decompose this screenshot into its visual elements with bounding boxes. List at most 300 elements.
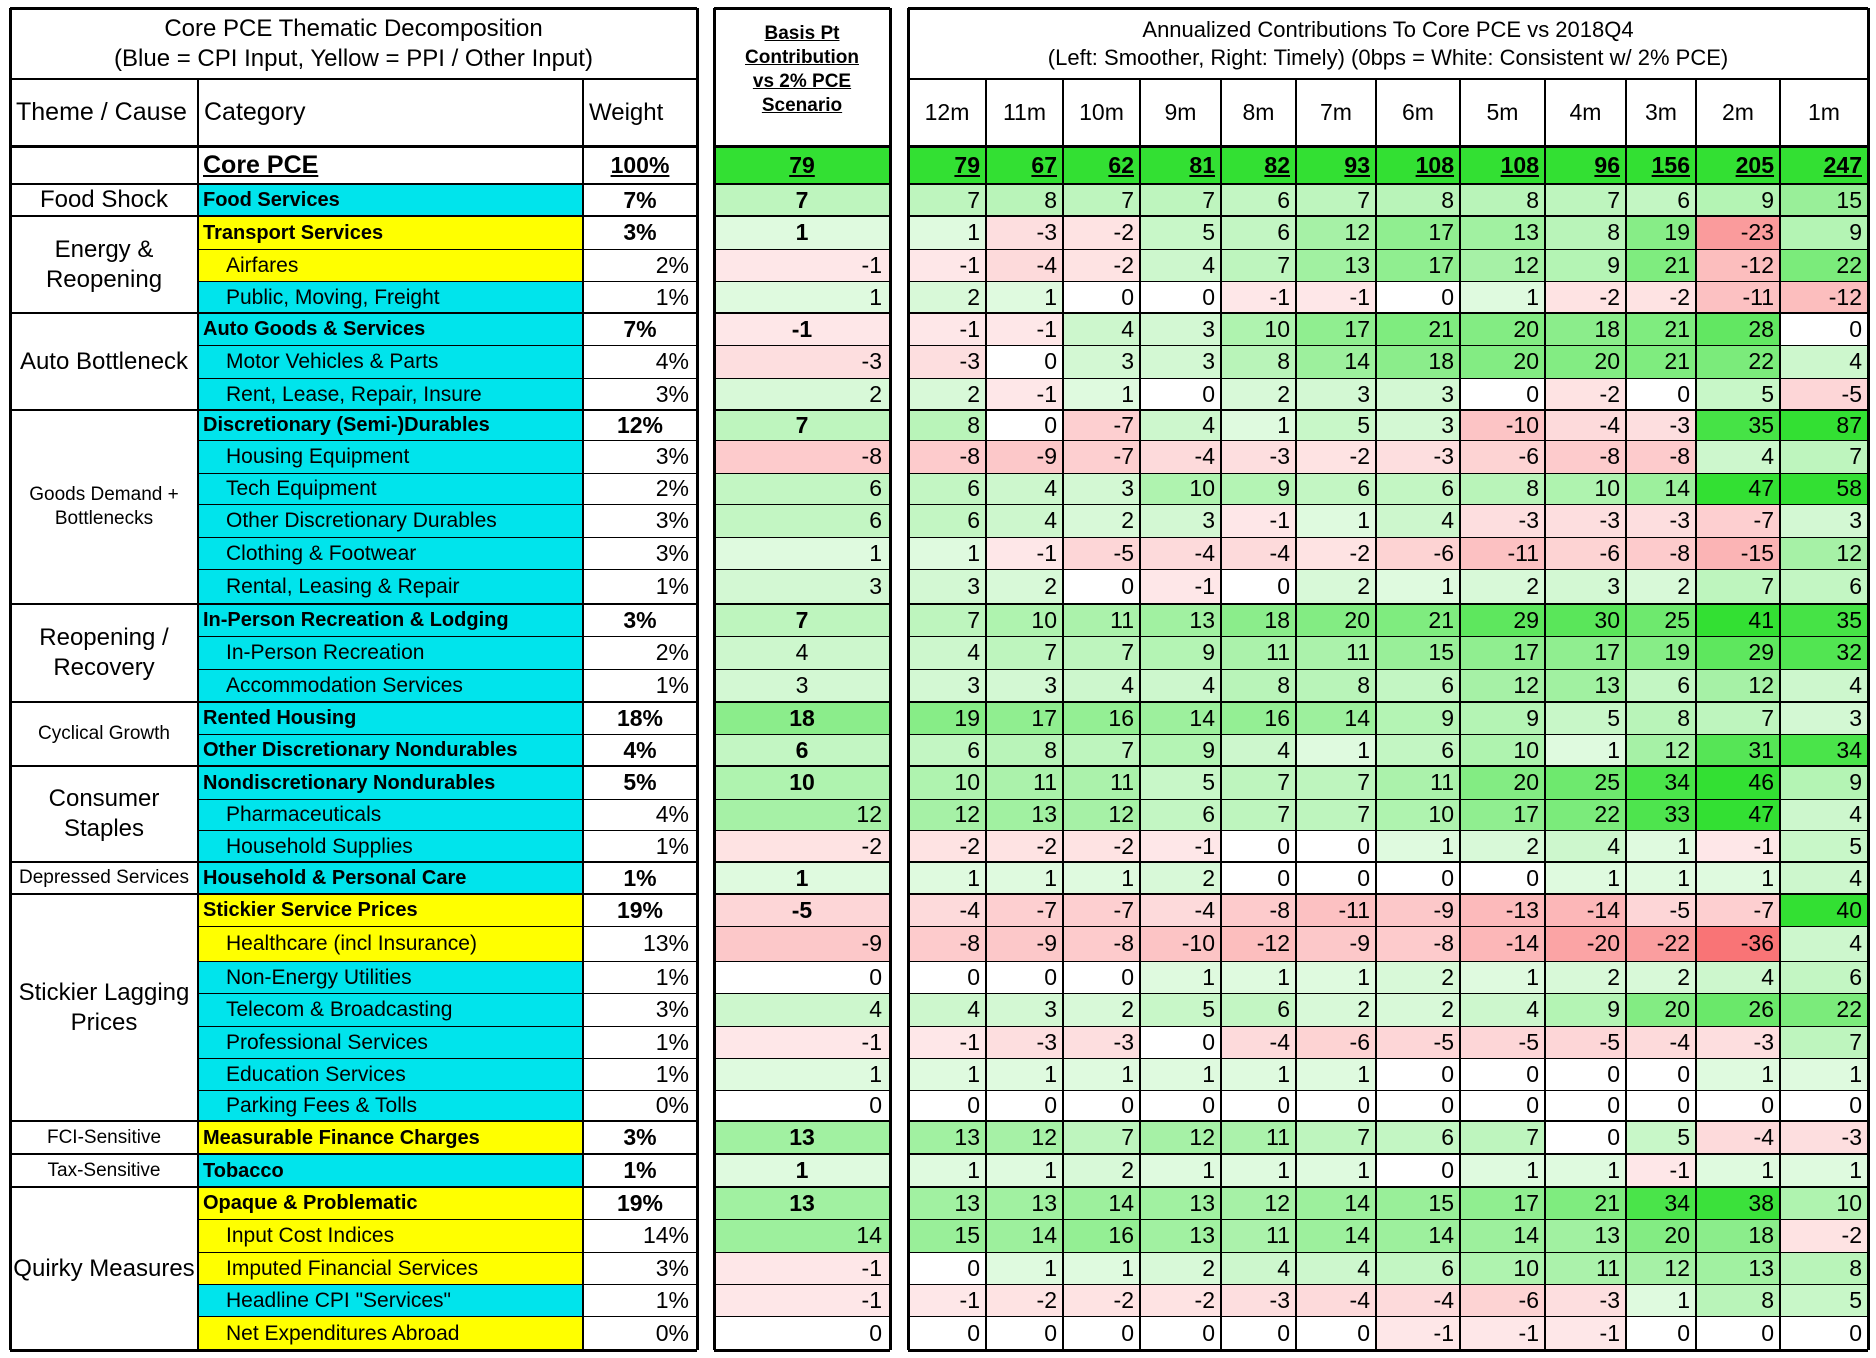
value-3m: 34 (1626, 1187, 1696, 1219)
value-1m: -5 (1780, 378, 1868, 410)
value-8m: 6 (1221, 216, 1296, 249)
grid-line (908, 765, 1868, 767)
value-8m: 6 (1221, 184, 1296, 216)
grid-line (198, 1284, 697, 1285)
value-7m: -4 (1296, 1284, 1376, 1316)
value-2m: 4 (1696, 961, 1780, 993)
value-8m: -3 (1221, 440, 1296, 473)
value-12m: -8 (908, 926, 986, 961)
value-11m: 13 (986, 799, 1063, 830)
value-4m: 0 (1545, 1121, 1626, 1154)
value-2m: 8 (1696, 1284, 1780, 1316)
category-in-person-recreation: In-Person Recreation (198, 636, 583, 669)
value-8m: 2 (1221, 378, 1296, 410)
value-1m: -12 (1780, 281, 1868, 313)
value-8m: 0 (1221, 862, 1296, 894)
grid-line (1695, 79, 1697, 1350)
grid-line (198, 993, 697, 994)
category-nondiscretionary-nondurables: Nondiscretionary Nondurables (198, 766, 583, 799)
value-1m: 3 (1780, 702, 1868, 734)
value-9m: 12 (1140, 1121, 1221, 1154)
grid-line (198, 378, 697, 379)
grid-line (908, 409, 1868, 411)
value-10m: 0 (1063, 569, 1140, 604)
value-12m: -1 (908, 1284, 986, 1316)
grid-line (198, 1153, 697, 1155)
value-9m: 6 (1140, 799, 1221, 830)
grid-line (198, 861, 697, 863)
value-8m: 11 (1221, 1219, 1296, 1252)
value-8m: 82 (1221, 146, 1296, 184)
value-3m: 0 (1626, 1316, 1696, 1350)
grid-line (714, 183, 890, 185)
value-2m: 9 (1696, 184, 1780, 216)
value-12m: 15 (908, 1219, 986, 1252)
value-3m: 12 (1626, 734, 1696, 766)
value-4m: -2 (1545, 281, 1626, 313)
value-10m: 7 (1063, 1121, 1140, 1154)
value-11m: 17 (986, 702, 1063, 734)
grid-line (198, 215, 697, 217)
value-9m: 81 (1140, 146, 1221, 184)
weight-value: 19% (616, 896, 664, 923)
basis-contribution: -1 (714, 1284, 890, 1316)
grid-line (908, 440, 1868, 441)
basis-contribution: 1 (714, 862, 890, 894)
value-2m: 46 (1696, 766, 1780, 799)
value-9m: 4 (1140, 410, 1221, 440)
basis-contribution: 10 (714, 766, 890, 799)
value-11m: 1 (986, 1252, 1063, 1284)
value-6m: -5 (1376, 1026, 1460, 1058)
value-9m: 0 (1140, 1316, 1221, 1350)
value-10m: 11 (1063, 604, 1140, 636)
value-2m: 35 (1696, 410, 1780, 440)
basis-contribution: -1 (714, 1026, 890, 1058)
value-11m: 3 (986, 669, 1063, 702)
grid-line (908, 183, 1868, 185)
value-9m: -4 (1140, 440, 1221, 473)
value-9m: 9 (1140, 734, 1221, 766)
value-10m: 4 (1063, 669, 1140, 702)
grid-line (714, 1284, 890, 1285)
category-rented-housing: Rented Housing (198, 702, 583, 734)
value-6m: 14 (1376, 1219, 1460, 1252)
grid-line (714, 961, 890, 962)
grid-line (908, 1058, 1868, 1059)
grid-line (908, 1316, 1868, 1317)
value-8m: 11 (1221, 636, 1296, 669)
value-8m: 0 (1221, 569, 1296, 604)
value-3m: -22 (1626, 926, 1696, 961)
grid-line (714, 1058, 890, 1059)
grid-line (10, 1120, 198, 1122)
grid-line (908, 636, 1868, 637)
weight-value: 12% (616, 411, 664, 438)
value-10m: -7 (1063, 410, 1140, 440)
weight-value: 1% (655, 963, 689, 990)
grid-line (1375, 79, 1377, 1350)
value-1m: 10 (1780, 1187, 1868, 1219)
value-12m: 7 (908, 604, 986, 636)
theme-label: Goods Demand + Bottlenecks (29, 484, 179, 529)
value-10m: -8 (1063, 926, 1140, 961)
basis-contribution: 18 (714, 702, 890, 734)
grid-line (198, 603, 697, 605)
value-1m: 58 (1780, 473, 1868, 504)
grid-line (714, 1090, 890, 1091)
value-8m: -4 (1221, 537, 1296, 569)
value-12m: 8 (908, 410, 986, 440)
value-11m: 4 (986, 504, 1063, 537)
theme-label: Tax-Sensitive (47, 1159, 161, 1181)
value-11m: 1 (986, 1058, 1063, 1090)
value-2m: 1 (1696, 1154, 1780, 1187)
value-6m: 0 (1376, 1090, 1460, 1121)
weight-value: 1% (655, 1286, 689, 1313)
value-4m: -5 (1545, 1026, 1626, 1058)
value-6m: 21 (1376, 313, 1460, 345)
grid-line (714, 537, 890, 538)
weight-value: 1% (655, 573, 689, 599)
basis-contribution: 12 (714, 799, 890, 830)
value-5m: -1 (1460, 1316, 1545, 1350)
grid-line (908, 830, 1868, 831)
basis-contribution: 1 (714, 1154, 890, 1187)
value-2m: -1 (1696, 830, 1780, 862)
grid-line (714, 926, 890, 927)
theme-label: Energy & Reopening (45, 235, 163, 293)
grid-line (908, 1349, 1868, 1352)
value-2m: 1 (1696, 862, 1780, 894)
value-12m: 0 (908, 1090, 986, 1121)
grid-line (908, 537, 1868, 538)
value-11m: 8 (986, 734, 1063, 766)
weight-value: 4% (623, 736, 657, 763)
basis-header-line3: vs 2% PCE (752, 71, 852, 92)
value-6m: 108 (1376, 146, 1460, 184)
value-5m: -11 (1460, 537, 1545, 569)
value-8m: 1 (1221, 410, 1296, 440)
value-12m: 10 (908, 766, 986, 799)
value-4m: 30 (1545, 604, 1626, 636)
grid-line (1295, 79, 1297, 1350)
weight-value: 1% (655, 1060, 689, 1087)
value-7m: 7 (1296, 1121, 1376, 1154)
weight-value: 3% (655, 539, 689, 566)
basis-contribution: 4 (714, 993, 890, 1026)
value-10m: 1 (1063, 378, 1140, 410)
value-12m: -3 (908, 345, 986, 378)
value-9m: 3 (1140, 313, 1221, 345)
value-11m: -4 (986, 249, 1063, 281)
value-3m: -8 (1626, 440, 1696, 473)
value-11m: 12 (986, 1121, 1063, 1154)
value-3m: 14 (1626, 473, 1696, 504)
basis-contribution: 1 (714, 281, 890, 313)
value-7m: 2 (1296, 569, 1376, 604)
period-header-4m: 4m (1569, 99, 1602, 125)
value-9m: -1 (1140, 569, 1221, 604)
value-2m: -3 (1696, 1026, 1780, 1058)
grid-line (714, 893, 890, 895)
value-4m: 4 (1545, 830, 1626, 862)
grid-line (908, 1219, 1868, 1220)
value-11m: 3 (986, 993, 1063, 1026)
value-4m: 13 (1545, 669, 1626, 702)
value-3m: 0 (1626, 1090, 1696, 1121)
value-6m: 2 (1376, 993, 1460, 1026)
value-11m: -3 (986, 216, 1063, 249)
value-3m: 19 (1626, 636, 1696, 669)
grid-line (714, 603, 890, 605)
grid-line (10, 78, 697, 80)
basis-contribution: 6 (714, 473, 890, 504)
value-5m: -10 (1460, 410, 1545, 440)
value-12m: -2 (908, 830, 986, 862)
value-12m: 13 (908, 1121, 986, 1154)
value-12m: 4 (908, 636, 986, 669)
value-9m: 1 (1140, 1154, 1221, 1187)
grid-line (714, 473, 890, 474)
value-1m: 0 (1780, 313, 1868, 345)
value-1m: 15 (1780, 184, 1868, 216)
value-6m: 1 (1376, 569, 1460, 604)
value-10m: -3 (1063, 1026, 1140, 1058)
value-9m: 5 (1140, 993, 1221, 1026)
grid-line (908, 734, 1868, 735)
category-accommodation-services: Accommodation Services (198, 669, 583, 702)
theme-label: Reopening / Recovery (39, 624, 169, 681)
period-header-7m: 7m (1320, 99, 1352, 125)
value-11m: -2 (986, 830, 1063, 862)
value-1m: 87 (1780, 410, 1868, 440)
value-3m: 2 (1626, 569, 1696, 604)
value-1m: 247 (1780, 146, 1868, 184)
grid-line (908, 281, 1868, 282)
value-12m: 0 (908, 1252, 986, 1284)
grid-line (10, 7, 697, 10)
grid-line (908, 893, 1868, 895)
basis-contribution: 13 (714, 1187, 890, 1219)
value-10m: -2 (1063, 216, 1140, 249)
grid-line (1625, 79, 1627, 1350)
grid-line (908, 78, 1868, 80)
value-3m: -3 (1626, 410, 1696, 440)
value-7m: 93 (1296, 146, 1376, 184)
grid-line (714, 830, 890, 831)
value-9m: 1 (1140, 961, 1221, 993)
grid-line (908, 215, 1868, 217)
value-10m: -2 (1063, 830, 1140, 862)
value-12m: -8 (908, 440, 986, 473)
value-12m: -4 (908, 894, 986, 926)
value-2m: 41 (1696, 604, 1780, 636)
grid-line (198, 701, 697, 703)
value-4m: 2 (1545, 961, 1626, 993)
value-7m: -2 (1296, 440, 1376, 473)
value-4m: -1 (1545, 1316, 1626, 1350)
value-12m: 1 (908, 1058, 986, 1090)
value-7m: -6 (1296, 1026, 1376, 1058)
value-11m: 8 (986, 184, 1063, 216)
value-10m: 4 (1063, 313, 1140, 345)
value-5m: 10 (1460, 1252, 1545, 1284)
category-non-energy-utilities: Non-Energy Utilities (198, 961, 583, 993)
value-5m: 1 (1460, 281, 1545, 313)
value-3m: 19 (1626, 216, 1696, 249)
basis-contribution: -9 (714, 926, 890, 961)
grid-line (908, 1186, 1868, 1188)
grid-line (908, 569, 1868, 570)
value-1m: 34 (1780, 734, 1868, 766)
value-3m: 20 (1626, 993, 1696, 1026)
value-4m: 3 (1545, 569, 1626, 604)
value-2m: -7 (1696, 504, 1780, 537)
value-3m: 34 (1626, 766, 1696, 799)
category-transport-services: Transport Services (198, 216, 583, 249)
value-12m: 12 (908, 799, 986, 830)
value-8m: -12 (1221, 926, 1296, 961)
value-11m: 7 (986, 636, 1063, 669)
value-3m: 21 (1626, 249, 1696, 281)
value-5m: -13 (1460, 894, 1545, 926)
value-7m: 7 (1296, 184, 1376, 216)
value-1m: 4 (1780, 862, 1868, 894)
value-1m: 7 (1780, 440, 1868, 473)
grid-line (198, 926, 697, 927)
value-5m: 1 (1460, 961, 1545, 993)
value-10m: 3 (1063, 345, 1140, 378)
grid-line (1062, 79, 1064, 1350)
grid-line (714, 701, 890, 703)
theme-label: Auto Bottleneck (19, 347, 189, 375)
value-7m: 7 (1296, 799, 1376, 830)
value-2m: -12 (1696, 249, 1780, 281)
value-5m: 9 (1460, 702, 1545, 734)
value-10m: 11 (1063, 766, 1140, 799)
grid-line (10, 1186, 198, 1188)
value-7m: 1 (1296, 1058, 1376, 1090)
value-4m: 18 (1545, 313, 1626, 345)
basis-contribution: 2 (714, 378, 890, 410)
value-5m: 17 (1460, 799, 1545, 830)
value-5m: 0 (1460, 1090, 1545, 1121)
value-11m: 0 (986, 410, 1063, 440)
grid-line (908, 1090, 1868, 1091)
value-12m: 3 (908, 569, 986, 604)
grid-line (908, 701, 1868, 703)
value-5m: 2 (1460, 569, 1545, 604)
grid-line (198, 669, 697, 670)
value-10m: -7 (1063, 440, 1140, 473)
value-12m: 1 (908, 216, 986, 249)
value-1m: 3 (1780, 504, 1868, 537)
value-1m: 7 (1780, 1026, 1868, 1058)
value-3m: 0 (1626, 378, 1696, 410)
value-9m: 4 (1140, 669, 1221, 702)
weight-value: 2% (655, 639, 689, 665)
value-6m: 17 (1376, 249, 1460, 281)
weight-value: 1% (623, 864, 657, 891)
value-11m: 1 (986, 862, 1063, 894)
grid-line (198, 1219, 697, 1220)
grid-line (197, 79, 199, 1350)
grid-line (714, 1219, 890, 1220)
value-12m: 1 (908, 1154, 986, 1187)
value-7m: 3 (1296, 378, 1376, 410)
value-3m: 33 (1626, 799, 1696, 830)
value-10m: 1 (1063, 1058, 1140, 1090)
grid-line (908, 926, 1868, 927)
grid-line (908, 961, 1868, 962)
value-3m: 156 (1626, 146, 1696, 184)
period-header-3m: 3m (1645, 99, 1677, 125)
basis-contribution: -2 (714, 830, 890, 862)
value-10m: -5 (1063, 537, 1140, 569)
basis-contribution: 1 (714, 216, 890, 249)
value-8m: 7 (1221, 249, 1296, 281)
value-3m: 0 (1626, 1058, 1696, 1090)
basis-header-line2: Contribution (745, 47, 859, 68)
value-1m: 5 (1780, 830, 1868, 862)
grid-line (198, 345, 697, 346)
value-12m: 13 (908, 1187, 986, 1219)
grid-line (1867, 8, 1870, 1350)
value-6m: 1 (1376, 830, 1460, 862)
value-12m: 6 (908, 473, 986, 504)
value-1m: 5 (1780, 1284, 1868, 1316)
value-10m: 2 (1063, 993, 1140, 1026)
value-5m: 0 (1460, 1058, 1545, 1090)
value-6m: 6 (1376, 669, 1460, 702)
grid-line (10, 215, 198, 217)
value-11m: -3 (986, 1026, 1063, 1058)
value-8m: 10 (1221, 313, 1296, 345)
value-5m: -6 (1460, 440, 1545, 473)
left-title-line2: (Blue = CPI Input, Yellow = PPI / Other Input) (114, 44, 593, 72)
value-10m: 0 (1063, 1090, 1140, 1121)
weight-value: 2% (655, 475, 689, 501)
value-9m: 0 (1140, 1026, 1221, 1058)
value-2m: 18 (1696, 1219, 1780, 1252)
grid-line (198, 440, 697, 441)
value-2m: -4 (1696, 1121, 1780, 1154)
value-3m: -2 (1626, 281, 1696, 313)
value-5m: 8 (1460, 473, 1545, 504)
value-11m: -7 (986, 894, 1063, 926)
grid-line (10, 1153, 198, 1155)
value-1m: 6 (1780, 569, 1868, 604)
value-11m: 13 (986, 1187, 1063, 1219)
basis-contribution: -8 (714, 440, 890, 473)
basis-contribution: 0 (714, 1316, 890, 1350)
grid-line (198, 473, 697, 474)
grid-line (1779, 79, 1781, 1350)
category-stickier-service-prices: Stickier Service Prices (198, 894, 583, 926)
category-healthcare-incl-insurance: Healthcare (incl Insurance) (198, 926, 583, 961)
grid-line (908, 861, 1868, 863)
category-housing-equipment: Housing Equipment (198, 440, 583, 473)
value-1m: 4 (1780, 799, 1868, 830)
value-4m: -4 (1545, 410, 1626, 440)
value-8m: 1 (1221, 1058, 1296, 1090)
value-5m: -14 (1460, 926, 1545, 961)
value-7m: 1 (1296, 961, 1376, 993)
value-5m: 14 (1460, 1219, 1545, 1252)
weight-value: 3% (655, 507, 689, 533)
value-9m: -1 (1140, 830, 1221, 862)
